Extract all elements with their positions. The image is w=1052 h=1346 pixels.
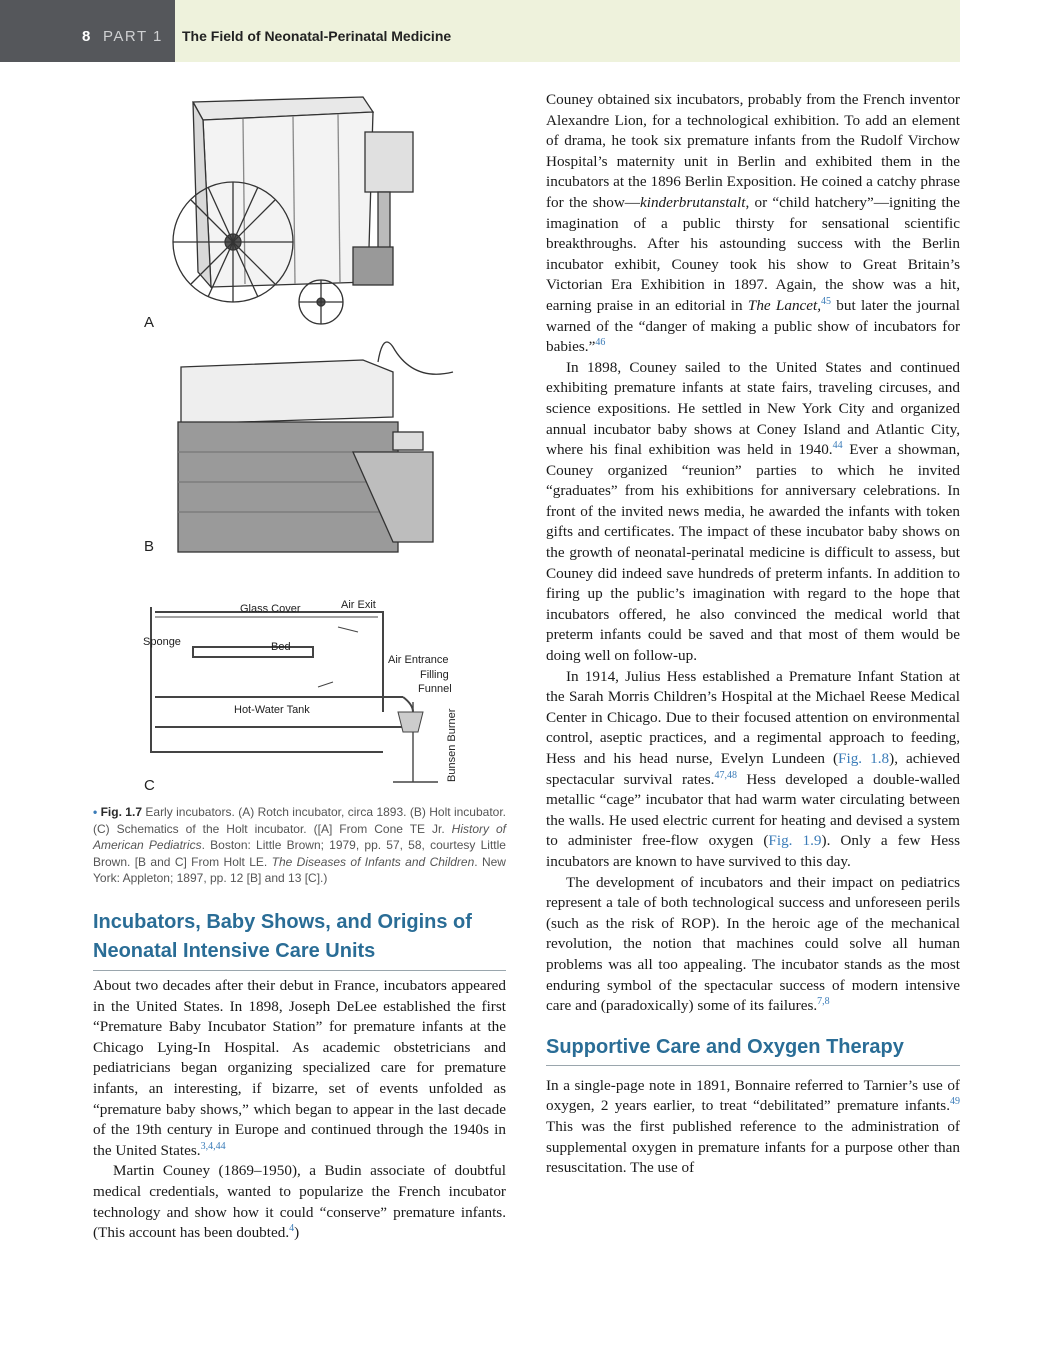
paragraph: The development of incubators and their impact on pediatrics represent a tale of both technological success and unforeseen perils (such as the risk of ROP). In the heroic age of the mechanical revolution, the notion that machines could solve all human problems was all too appealing. The incubator stands as the most enduring symbol of the spectacular success of modern intensive care and (paradoxically) some of its failures.$^{7,8}$ [546,873,960,1015]
running-title: The Field of Neonatal-Perinatal Medicine [182,28,452,44]
part-label: PART 1 [103,28,163,45]
paragraph: In a single-page note in 1891, Bonnaire referred to Tarnier’s use of oxygen, 2 years earlier, to treat “debilitated” premature infants.$^{49}$ This was the first published reference to the administration of supplemental oxygen in premature infants for a purpose other than resuscitation. The use of [546,1076,960,1177]
label-air-entrance: Air Entrance [388,654,449,666]
label-glass-cover: Glass Cover [240,603,301,615]
figure-link-1-9[interactable]: Fig. 1.9 [768,832,822,850]
paragraph: Martin Couney (1869–1950), a Budin associate of doubtful medical credentials, wanted to popularize the French incubator technology and show how it could “conserve” premature infants. (This account has been doubted.$^4$) [93,1162,506,1242]
paragraph: About two decades after their debut in France, incubators appeared in the United States. In 1898, Joseph DeLee established the first “Premature Baby Incubator Station” for premature infants at the Chicago Lying-In Hospital. As academic obstetricians and pediatricians began organizing specialized care for premature infants, an interesting, if bizarre, set of events unfolded as “premature baby shows,” which began to appear in the last decade of the 19th century in Europe and continued through the 1940s in the United States.$^{3,4,44}$ [93,977,506,1159]
right-column-body [546,90,960,1179]
section-heading-oxygen: Supportive Care and Oxygen Therapy [546,1033,960,1066]
figure-link-1-8[interactable]: Fig. 1.8 [838,750,890,767]
label-hot-water-tank: Hot-Water Tank [234,704,310,716]
section-heading-incubators: Incubators, Baby Shows, and Origins of Neonatal Intensive Care Units [93,908,506,971]
label-funnel: Funnel [418,683,452,695]
figure-1-7 [93,72,506,802]
panel-letter-c: C [144,777,155,794]
holt-incubator-drawing [178,342,453,552]
page-number: 8 [82,28,91,45]
label-filling: Filling [420,669,449,681]
label-bunsen-burner: Bunsen Burner [446,708,458,782]
paragraph: Couney obtained six incubators, probably from the French inventor Alexandre Lion, for a technological exhibition. To add an element of drama, he took six premature infants from the Rudolf Virchow Hospital’s maternity unit in Berlin and exhibited them in the incubators at the 1896 Berlin Exposition. He coined a catchy phrase for the show—kinderbrutanstalt, or “child hatchery”—igniting the imagination of a public thirsty for sensational scientific breakthroughs. After his astounding success with the Berlin incubator exhibit, Couney took his show to Great Britain’s Victorian Era Exhibition in 1897. Again, the show was a hit, earning praise in an editorial in The Lancet,$^{45}$ but later the journal warned of the “danger of making a public show of incubators for babies.”$^{46}$ [546,91,961,356]
left-column-body [93,976,506,1244]
paragraph: In 1898, Couney sailed to the United States and continued exhibiting premature infants at state fairs, traveling circuses, and science expositions. He settled in New York City and organized annual incubator baby shows at Coney Island and Atlantic City, where his final exhibition was held in 1940.44 Ever a showman, Couney organized “reunion” parties to which he invited “graduates” from his exhibitions for anniversary celebrations. In front of the invited news media, he awarded the infants with token gifts and certificates. The impact of these incubator baby shows on the growth of neonatal-perinatal medicine is difficult to assess, but Couney did indeed save hundreds of preterm infants. In addition to firing up the public’s imagination with regard to the hope that incubators offered, he also convinced the medical world that preterm infants could be saved and that most of them would be doing well on follow-up. [546,358,961,665]
label-sponge: Sponge [143,636,181,648]
panel-letter-b: B [144,538,155,555]
caption-label: Fig. 1.7 [100,805,142,819]
rotch-incubator-drawing [173,97,413,324]
figure-illustrations [93,72,506,802]
holt-schematic-drawing [151,607,438,782]
panel-letter-a: A [144,314,155,331]
figure-caption: • Fig. 1.7 Early incubators. (A) Rotch incubator, circa 1893. (B) Holt incubator. (C) Schematics of the Holt incubator. ([A] From Cone TE Jr. History of American Pediatrics. Boston: Little Brown; 1979, pp. 57, 58, courtesy Little Brown. [B and C] From Holt LE. The Diseases of Infants and Children. New York: Appleton; 1897, pp. 12 [B] and 13 [C].) [93,805,507,886]
paragraph: In 1914, Julius Hess established a Premature Infant Station at the Sarah Morris Children’s Hospital at the Michael Reese Medical Center in Chicago. Due to their focused attention on environmental control, aseptic practices, and a regimental approach to feeding, Hess and his head nurse, Evelyn Lundeen (Fig. 1.8), achieved spectacular survival rates.$^{47,48}$ Hess developed a double-walled metallic “cage” incubator that had warm water circulating between the walls. He used electric current for heating and devised a system to administer free-flow oxygen (Fig. 1.9). Only a few Hess incubators are known to have survived to this day. [546,667,961,870]
label-bed: Bed [271,641,291,653]
label-air-exit: Air Exit [341,599,376,611]
